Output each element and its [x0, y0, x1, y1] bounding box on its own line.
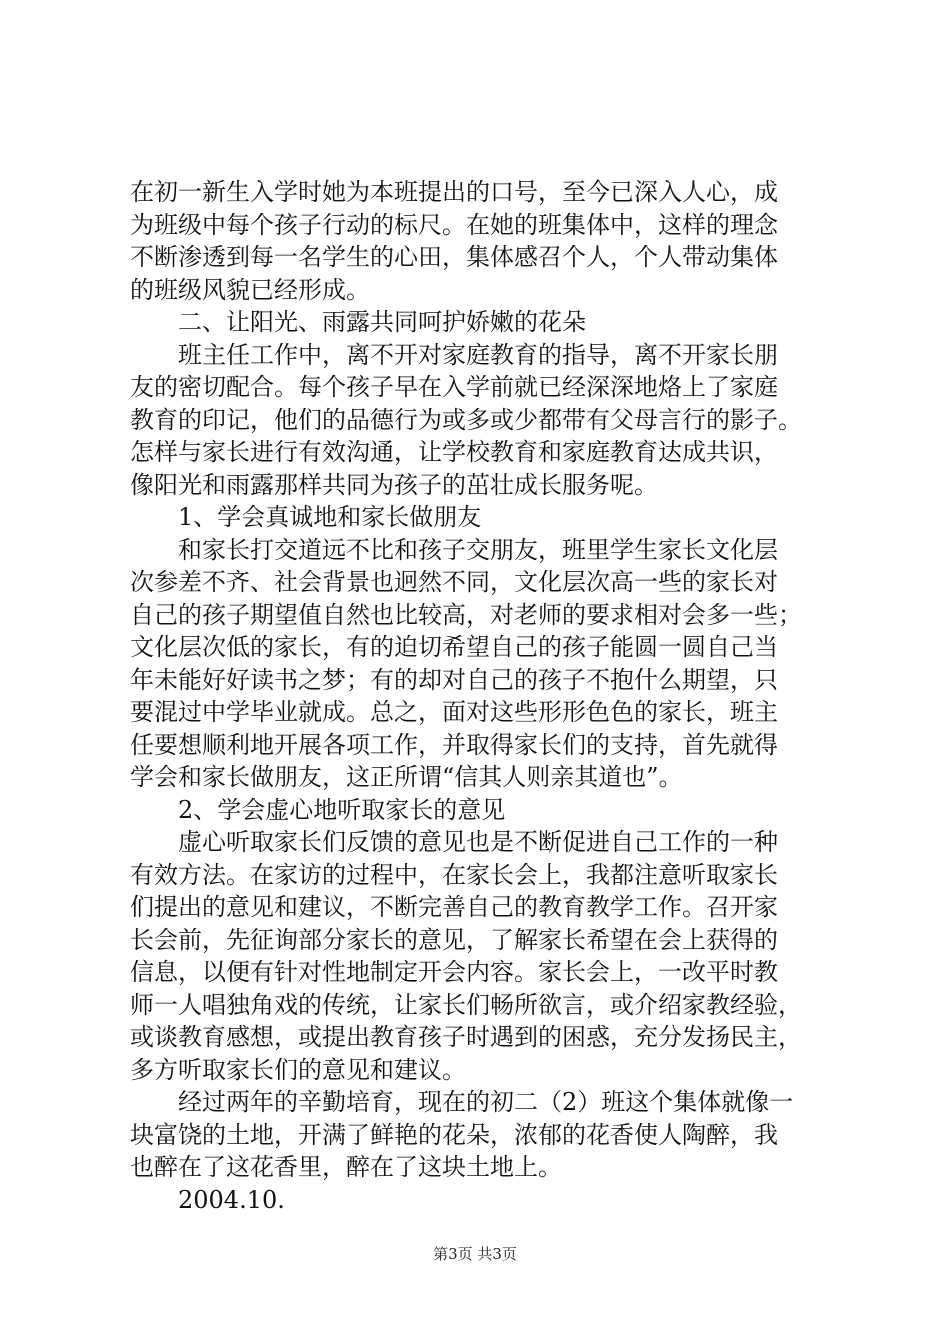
subsection-heading: 2、学会虚心地听取家长的意见: [178, 795, 506, 824]
text-line: 多方听取家长们的意见和建议。: [130, 1055, 466, 1084]
text-line: 文化层次低的家长，有的迫切希望自己的孩子能圆一圆自己当: [130, 633, 778, 661]
text-line: 次参差不齐、社会背景也迥然不同，文化层次高一些的家长对: [130, 568, 778, 596]
text-line: 块富饶的土地，开满了鲜艳的花朵，浓郁的花香使人陶醉，我: [130, 1120, 778, 1149]
text-line: 要混过中学毕业就成。总之，面对这些形形色色的家长，班主: [130, 698, 778, 726]
text-line: 和家长打交道远不比和孩子交朋友，班里学生家长文化层: [178, 535, 778, 564]
text-line: 经过两年的辛勤培育，现在的初二（2）班这个集体就像一: [178, 1088, 794, 1116]
page-footer: [0, 1243, 950, 1264]
text-line: 虚心听取家长们反馈的意见也是不断促进自己工作的一种: [178, 828, 778, 856]
text-line: 有效方法。在家访的过程中，在家长会上，我都注意听取家长: [130, 860, 778, 889]
text-line: 像阳光和雨露那样共同为孩子的茁壮成长服务呢。: [130, 470, 658, 499]
section-heading: 二、让阳光、雨露共同呵护娇嫩的花朵: [178, 308, 586, 336]
text-line: 长会前，先征询部分家长的意见，了解家长希望在会上获得的: [130, 925, 778, 954]
text-line: 友的密切配合。每个孩子早在入学前就已经深深地烙上了家庭: [130, 373, 778, 401]
document-date: 2004.10.: [178, 1185, 285, 1214]
text-line: 们提出的意见和建议，不断完善自己的教育教学工作。召开家: [130, 893, 778, 921]
document-body: [130, 176, 830, 1216]
text-line: 不断渗透到每一名学生的心田，集体感召个人，个人带动集体: [130, 243, 778, 271]
text-line: 教育的印记，他们的品德行为或多或少都带有父母言行的影子。: [130, 405, 802, 434]
text-line: 或谈教育感想，或提出教育孩子时遇到的困惑，充分发扬民主，: [130, 1023, 802, 1051]
text-line: 为班级中每个孩子行动的标尺。在她的班集体中，这样的理念: [130, 210, 778, 239]
text-line: 班主任工作中，离不开对家庭教育的指导，离不开家长朋: [178, 340, 778, 369]
subsection-heading: 1、学会真诚地和家长做朋友: [178, 503, 482, 531]
text-line: 也醉在了这花香里，醉在了这块土地上。: [130, 1153, 562, 1181]
text-line: 怎样与家长进行有效沟通，让学校教育和家庭教育达成共识，: [130, 438, 778, 466]
text-line: 在初一新生入学时她为本班提出的口号，至今已深入人心，成: [130, 178, 778, 206]
text-line: 师一人唱独角戏的传统，让家长们畅所欲言，或介绍家教经验，: [130, 990, 802, 1019]
text-line: 信息，以便有针对性地制定开会内容。家长会上，一改平时教: [130, 958, 778, 986]
text-line: 自己的孩子期望值自然也比较高，对老师的要求相对会多一些；: [130, 600, 802, 629]
text-line: 的班级风貌已经形成。: [130, 275, 370, 304]
text-line: 年未能好好读书之梦；有的却对自己的孩子不抱什么期望，只: [130, 665, 778, 694]
text-line: 学会和家长做朋友，这正所谓“信其人则亲其道也”。: [130, 763, 683, 791]
text-line: 任要想顺利地开展各项工作，并取得家长们的支持，首先就得: [130, 730, 778, 759]
page-number-label: 第3页 共3页: [433, 1245, 517, 1263]
